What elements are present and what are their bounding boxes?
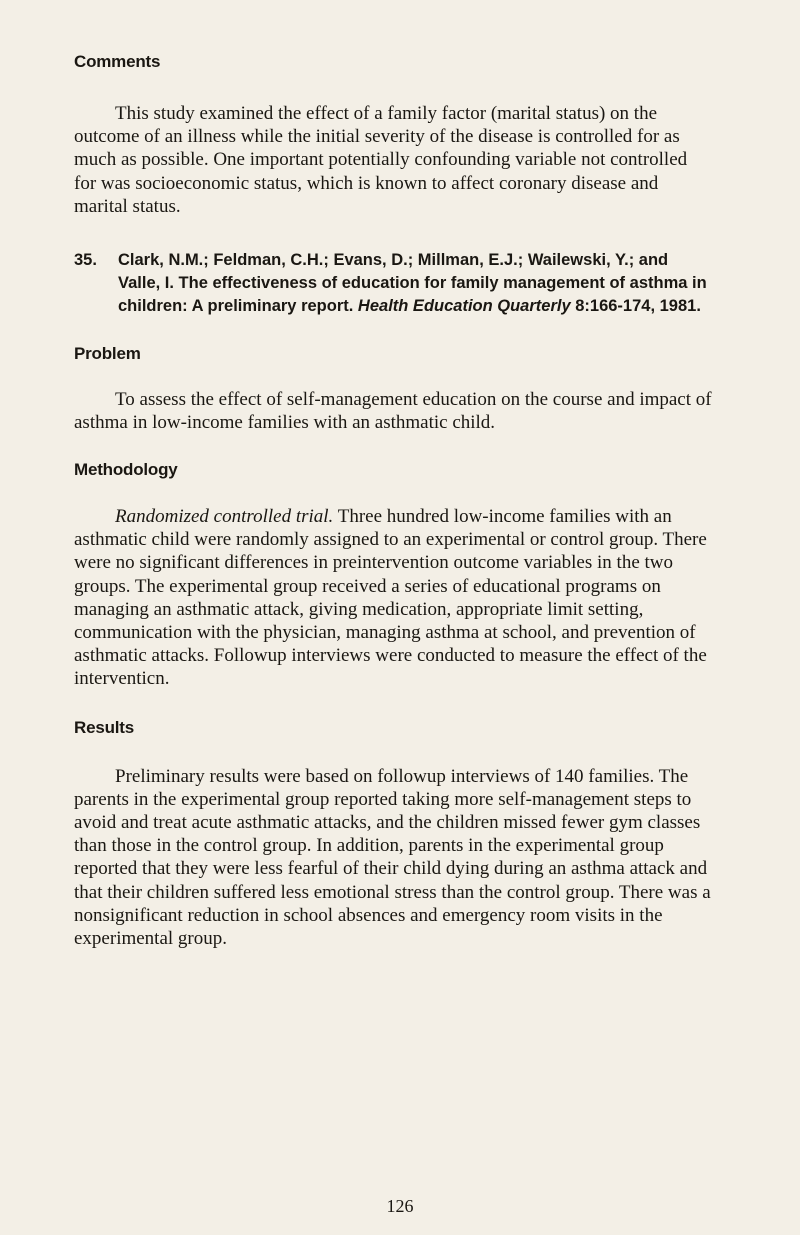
comments-paragraph: This study examined the effect of a family factor (marital status) on the outcome of an illness while the initial severity of the disease is controlled for as much as possible. One important potentially confounding variable not controlled for was socioeconomic status, which is known to affect coronary disease and marital status. bbox=[74, 103, 688, 217]
problem-paragraph: To assess the effect of self-management education on the course and impact of asthma in low-income families with an asthmatic child. bbox=[74, 388, 712, 433]
reference-journal: Health Education Quarterly bbox=[357, 297, 571, 316]
methodology-paragraph bbox=[74, 505, 714, 691]
reference-authors-title: Clark, N.M.; Feldman, C.H.; Evans, D.; Millman, E.J.; Wailewski, Y.; and Valle, I. The effectiveness of education for family management of asthma in children: A preliminary report. bbox=[118, 251, 707, 316]
document-page bbox=[74, 52, 714, 950]
reference-entry bbox=[74, 249, 714, 319]
methodology-text: Three hundred low-income families with an asthmatic child were randomly assigned to an experimental or control group. There were no significant differences in preintervention outcome variables in the two groups. The experimental group received a series of educational programs on managing an asthmatic attack, giving medication, appropriate limit setting, communication with the physician, managing asthma at school, and prevention of asthmatic attacks. Followup interviews were conducted to measure the effect of the interventicn. bbox=[74, 506, 707, 690]
problem-heading: Problem bbox=[74, 343, 141, 363]
reference-body bbox=[118, 249, 714, 319]
methodology-heading: Methodology bbox=[74, 460, 178, 480]
page-number: 126 bbox=[386, 1196, 414, 1216]
methodology-design: Randomized controlled trial. bbox=[115, 506, 334, 528]
reference-number: 35. bbox=[74, 251, 97, 270]
comments-heading: Comments bbox=[74, 52, 161, 71]
reference-citation: 8:166-174, 1981. bbox=[575, 297, 701, 316]
results-heading: Results bbox=[74, 717, 135, 737]
results-paragraph: Preliminary results were based on followup interviews of 140 families. The parents in the experimental group reported taking more self-management steps to avoid and treat acute asthmatic attacks, and the children missed fewer gym classes than those in the control group. In addition, parents in the experimental group reported that they were less fearful of their child dying during an asthma attack and that their children suffered less emotional stress than the control group. There was a nonsignificant reduction in school absences and emergency room visits in the experimental group. bbox=[74, 765, 711, 950]
